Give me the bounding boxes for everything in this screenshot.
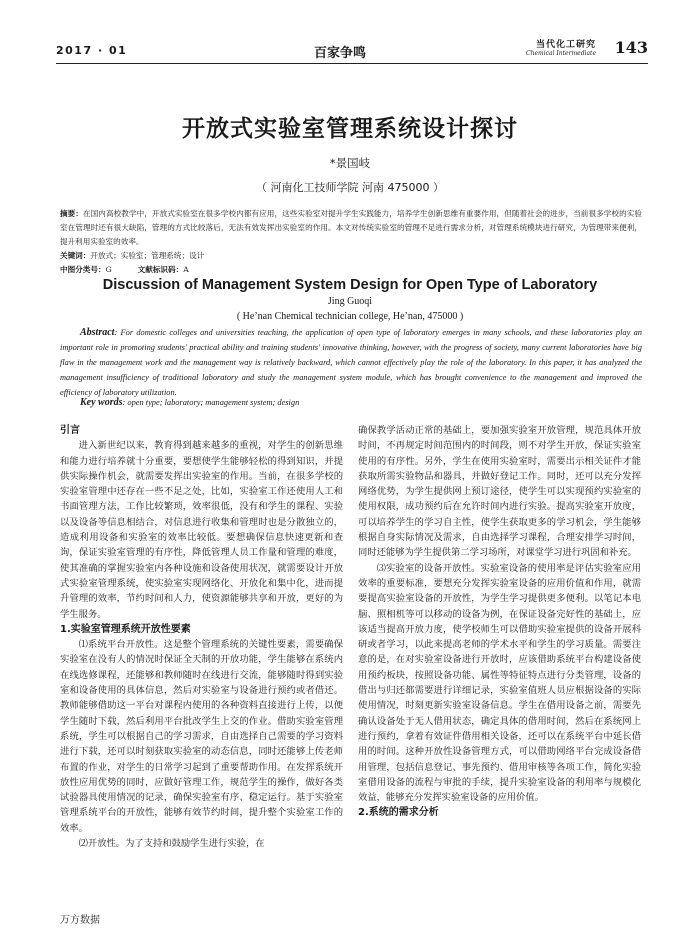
- abstract-cn-label: 摘要：: [60, 209, 83, 218]
- section-1-paragraph-2-cont: 确保教学活动正常的基础上，要加强实验室开放管理，规范具体开放时间，不再规定时间范围内的时间段，则不对学生开放，保证实验室使用的有序性。另外，学生在使用实验室时，需要出示相关证件才能获取所需实验物品和器具，并做好登记工作。同时，还可以充分发挥网络优势，为学生提供网上预订途径，使学生可以实现预约实验室的使用权限，成功预约后在允许时间内进行实验。提高实验室开放度，可以培养学生的学习自主性，使学生获取更多的学习机会，学生能够根据自身实际情况及需求，自由选择学习课程，合理安排学习时间，同时还能够为学生提供第二学习场所，对课堂学习进行巩固和补充。: [358, 425, 641, 559]
- doc-code-value: A: [183, 265, 189, 274]
- section-2-heading: 2.系统的需求分析: [358, 807, 439, 819]
- journal-name-en: Chemical Intermediate: [526, 50, 596, 57]
- journal-name-cn: 当代化工研究: [535, 40, 596, 50]
- page-number: 143: [614, 38, 648, 57]
- section-1-paragraph-2: ⑵开放性。为了支持和鼓励学生进行实验，在: [78, 838, 265, 850]
- keywords-en: [80, 397, 640, 408]
- section-1-paragraph-1: ⑴系统平台开放性。这是整个管理系统的关键性要素，需要确保实验室在没有人的情况时保证全天制的开放功能，学生能够在系统内在线选修课程，还能够和教师随时在线进行交流，能够随时得到实验室和设备使用的具体信息，然后对实验室与设备进行预约或者借还。教师能够借助这一平台对课程内使用的各种资料直接进行上传，以便学生随时下载，然后利用平台批改学生上交的作业。借助实验室管理系统，学生可以根据自己的学习需求，自由选择自己需要的学习资料进行下载，还可以时刻获取实验室的动态信息，同时还能够上传老师布置的作业，对学生的日常学习起到了重要帮助作用。在发挥系统开放性应用优势的同时，应做好管理工作，规范学生的操作，做好各类试验器具使用情况的记录，确保实验室有序、稳定运行。基于实验室管理系统平台的开放性，能够有效节约时间，提升整个实验室工作的效率。: [60, 639, 343, 834]
- abstract-en: [60, 325, 642, 400]
- body-column-right: [358, 423, 641, 821]
- clc-value: G: [105, 265, 112, 274]
- section-1-paragraph-3: ⑶实验室的设备开放性。实验室设备的使用率是评估实验室应用效率的重要标准，要想充分发挥实验室设备的应用价值和作用，就需要提高实验室设备的开放性，为学生学习提供更多便利。以笔记本电脑、照相机等可以移动的设备为例，在保证设备完好性的基础上，应该适当提高开放力度，使学校师生可以借助实验室提供的设备开展科研或者学习，以此来提高老师的学术水平和学生的学习质量。需要注意的是，在对实验室设备进行开放时，应该借助系统平台构建设备使用预约板块，按照设备功能、属性等特征特点进行分类管理，设备的借出与归还都需要进行详细记录，实验室值班人员应根据设备的实际使用情况，时刻更新实验室设备信息。学生在借用设备之前，需要先确认设备处于无人借用状态，确定具体的借用时间，然后在系统网上进行预约，拿着有效证件借用相关设备，还可以在系统平台中延长借用的时间。这种开放性设备管理方式，可以借助网络平台完成设备借用管理，包括信息登记、事先预约、借用审核等各项工作，简化实验室借用设备的流程与审批的手续，提升实验室设备的利用率与规模化效益，能够充分发挥实验室设备的应用价值。: [358, 562, 641, 804]
- article-title-cn: 开放式实验室管理系统设计探讨: [182, 116, 518, 142]
- intro-paragraph: 进入新世纪以来，教育得到越来越多的重视，对学生的创新思维和能力进行培养就十分重要，要想使学生能够轻松的得到知识，并提供实际操作机会，就需要发挥出实验室的作用。当前，在很多学校的实验室管理中还存在一些不足之处，比如，实验室工作还使用人工和书面管理方法，工作比较繁琐，效率很低，没有和学生的课程、实验以及设备等信息相结合，对信息进行收集和管理时也是分散独立的，造成利用设备和实验室的效率比较低。要想确保信息快速更新和查询，保证实验室管理的有序性，降低管理人员工作量和管理的难度，使其准确的掌握实验室内各种设施和设备使用状况，就需要设计开放式实验室管理系统，使实验室实现网络化、开放化和集中化，进而提升管理的效率，节约时间和人力，使资源能够共享和开放，更好的为学生服务。: [60, 440, 343, 620]
- intro-heading: 引言: [60, 425, 80, 436]
- keywords-cn-label: 关键词：: [60, 251, 91, 260]
- abstract-en-text: : For domestic colleges and universities teaching, the application of open type of laboratory emerges in many schools, and these laboratories play an important role in promoting students' practical ability and training students' innovative thinking, however, with the progress of society, many current laboratories have big flaw in the management work and the management way is relatively backward, which cannot effectively play the role of the laboratory. In this paper, it has analyzed the management insufficiency of traditional laboratory and study the management system module, which has brought convenience to the management and improved the efficiency of laboratory utilization.: [60, 328, 642, 397]
- affiliation-en: ( He’nan Chemical technician college, He’nan, 475000 ): [236, 311, 464, 322]
- abstract-cn-text: 在国内高校教学中，开放式实验室在很多学校内都有应用，这些实验室对提升学生实践能力，培养学生创新思维有重要作用，但随着社会的进步，当前很多学校的实验室在管理时还有很大缺陷，管理的方式比较落后，无法有效发挥出实验室的作用。本文对传统实验室的管理不足进行需求分析，对管理系统模块进行研究，为管理带来便利，提升利用实验室的效率。: [60, 209, 642, 247]
- section-name: 百家争鸣: [314, 46, 367, 61]
- keywords-cn: [60, 249, 642, 263]
- classification-line: [60, 263, 642, 277]
- header-rule: [56, 63, 648, 64]
- source-watermark: 万方数据: [60, 915, 100, 926]
- journal-name: [526, 40, 596, 58]
- section-1-heading: 1.实验室管理系统开放性要素: [60, 623, 191, 635]
- issue-number: 2017 · 01: [56, 44, 128, 57]
- author-cn: *景国岐: [329, 156, 371, 170]
- keywords-en-label: Key words: [80, 397, 123, 408]
- keywords-cn-text: 开放式；实验室；管理系统；设计: [90, 251, 205, 260]
- doc-code-label: 文献标识码：: [137, 265, 184, 274]
- keywords-en-text: : open type; laboratory; management system; design: [122, 398, 300, 407]
- body-column-left: [60, 423, 343, 851]
- abstract-en-label: Abstract: [80, 327, 115, 338]
- abstract-cn: [60, 207, 642, 250]
- clc-label: 中图分类号：: [60, 265, 106, 274]
- article-title-en: Discussion of Management System Design for Open Type of Laboratory: [102, 277, 598, 293]
- author-en: Jing Guoqi: [327, 296, 373, 307]
- affiliation-cn: （ 河南化工技师学院 河南 475000 ）: [256, 181, 444, 194]
- running-header: [56, 38, 648, 64]
